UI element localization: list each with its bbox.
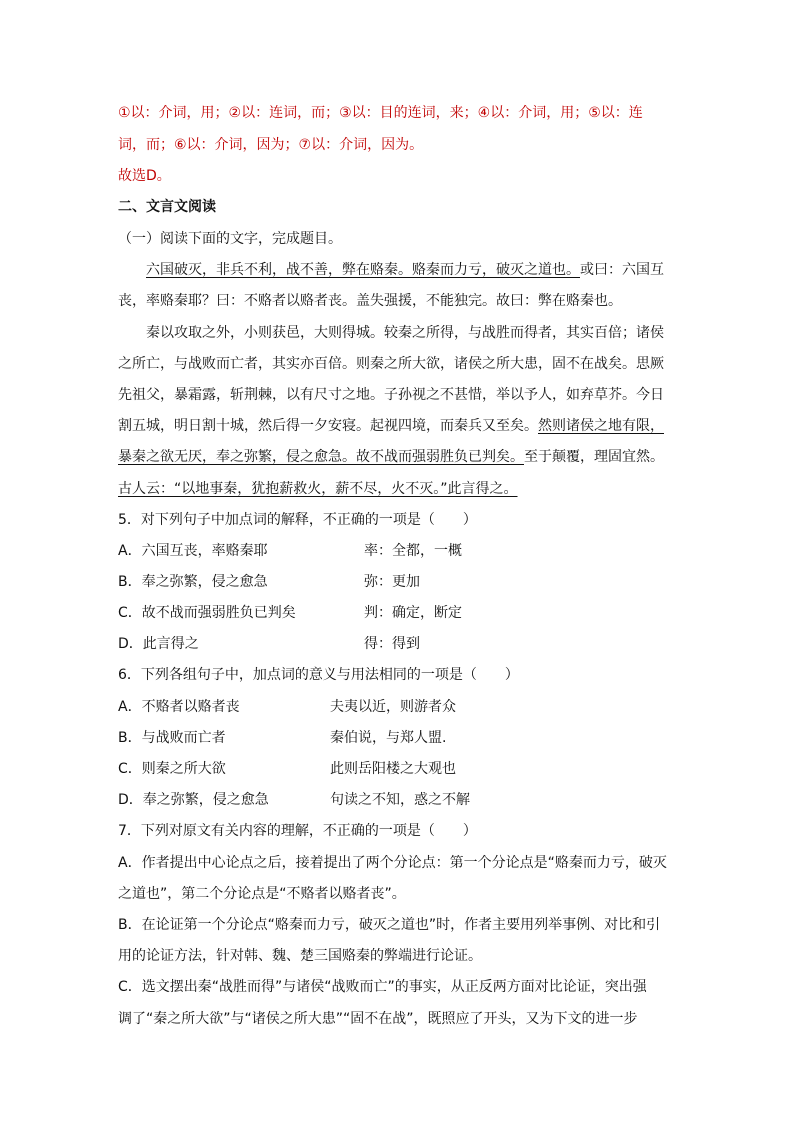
q6-option-b-pair: 秦伯说，与郑人盟. xyxy=(330,730,447,746)
passage-line xyxy=(146,260,664,280)
q7-option-b: B．在论证第一个分论点“赂秦而力亏，破灭之道也”时，作者主要用列举事例、对比和引 xyxy=(118,917,661,933)
passage-line: 之所亡，与战败而亡者，其实亦百倍。则秦之所大欲，诸侯之所大患，固不在战矣。思厥 xyxy=(118,356,664,372)
q6-option-c: C．则秦之所大欲 xyxy=(118,761,226,777)
question-7-stem: 7．下列对原文有关内容的理解，不正确的一项是（ ） xyxy=(118,823,477,839)
q6-option-c-pair: 此则岳阳楼之大观也 xyxy=(330,761,456,777)
passage-line: 秦以攻取之外，小则获邑，大则得城。较秦之所得，与战胜而得者，其实百倍；诸侯 xyxy=(146,325,664,341)
q7-option-a-cont: 之道也”，第二个分论点是“不赂者以赂者丧”。 xyxy=(118,886,406,902)
q6-option-a: A．不赂者以赂者丧 xyxy=(118,699,240,715)
q7-option-b-cont: 用的论证方法，针对韩、魏、楚三国赂秦的弊端进行论证。 xyxy=(118,948,482,964)
answer-choice: 故选D。 xyxy=(118,168,171,184)
q7-option-c-cont: 调了“秦之所大欲”与“诸侯之所大患”“固不在战”，既照应了开头，又为下文的进一步 xyxy=(118,1011,638,1027)
subsection-title: （一）阅读下面的文字，完成题目。 xyxy=(118,231,342,247)
q6-option-d: D．奉之弥繁，侵之愈急 xyxy=(118,792,269,808)
underlined-sentence: 六国破灭，非兵不利，战不善，弊在赂秦。赂秦而力亏，破灭之道也。 xyxy=(146,262,580,278)
passage-line: 先祖父，暴霜露，斩荆棘，以有尺寸之地。子孙视之不甚惜，举以予人，如弃草芥。今日 xyxy=(118,387,664,403)
passage-line xyxy=(118,479,518,499)
q5-option-d-explanation: 得：得到 xyxy=(364,636,420,652)
q5-option-b-explanation: 弥：更加 xyxy=(364,574,420,590)
passage-line: 丧，率赂秦耶？曰：不赂者以赂者丧。盖失强援，不能独完。故曰：弊在赂秦也。 xyxy=(118,293,622,309)
q5-option-c-explanation: 判：确定，断定 xyxy=(364,605,462,621)
q6-option-b: B．与战败而亡者 xyxy=(118,730,226,746)
underlined-sentence: 古人云：“以地事秦，犹抱薪救火，薪不尽，火不灭。”此言得之。 xyxy=(118,481,518,497)
section-title: 二、文言文阅读 xyxy=(118,199,216,215)
q5-option-a-explanation: 率：全都，一概 xyxy=(364,543,462,559)
passage-line xyxy=(118,416,664,436)
question-5-stem: 5．对下列句子中加点词的解释，不正确的一项是（ ） xyxy=(118,512,477,528)
passage-text: 至于颠覆，理固宜然。 xyxy=(524,449,664,465)
passage-text: 割五城，明日割十城，然后得一夕安寝。起视四境，而秦兵又至矣。 xyxy=(118,418,538,434)
q5-option-b: B．奉之弥繁，侵之愈急 xyxy=(118,574,268,590)
q7-option-c: C．选文摆出秦“战胜而得”与诸侯“战败而亡”的事实，从正反两方面对比论证，突出强 xyxy=(118,979,647,995)
underlined-sentence: 然则诸侯之地有限， xyxy=(538,418,664,434)
q6-option-a-pair: 夫夷以近，则游者众 xyxy=(330,699,456,715)
underlined-sentence: 暴秦之欲无厌，奉之弥繁，侵之愈急。故不战而强弱胜负已判矣。 xyxy=(118,449,524,465)
q6-option-d-pair: 句读之不知，惑之不解 xyxy=(330,792,470,808)
q5-option-a: A．六国互丧，率赂秦耶 xyxy=(118,543,268,559)
q5-option-c: C．故不战而强弱胜负已判矣 xyxy=(118,605,296,621)
question-6-stem: 6．下列各组句子中，加点词的意义与用法相同的一项是（ ） xyxy=(118,667,519,683)
q7-option-a: A．作者提出中心论点之后，接着提出了两个分论点：第一个分论点是“赂秦而力亏，破灭 xyxy=(118,855,667,871)
q5-option-d: D．此言得之 xyxy=(118,636,199,652)
passage-text: 或曰：六国互 xyxy=(580,262,664,278)
answer-line-2: 词，而；⑥以：介词，因为；⑦以：介词，因为。 xyxy=(118,137,424,153)
answer-line-1: ①以：介词，用；②以：连词，而；③以：目的连词，来；④以：介词，用；⑤以：连 xyxy=(118,105,643,121)
passage-line xyxy=(118,447,664,467)
